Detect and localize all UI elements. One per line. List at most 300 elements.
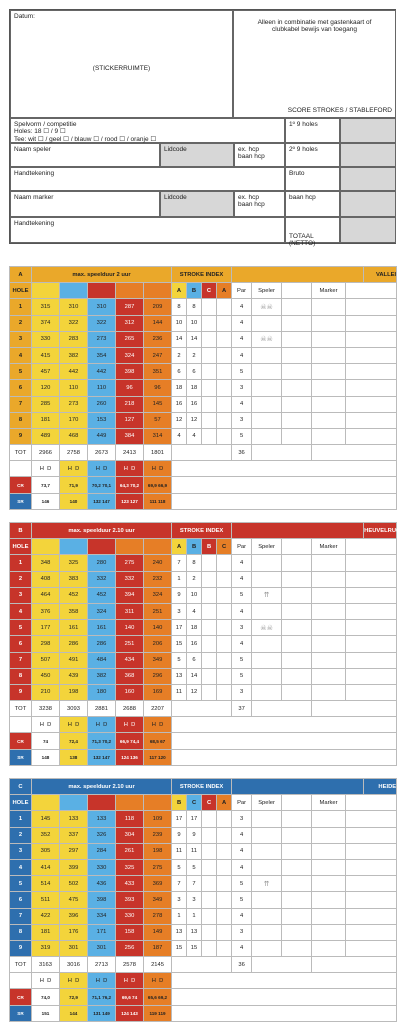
- marker-score2[interactable]: [346, 940, 397, 956]
- distance: 118: [116, 811, 144, 827]
- marker-score2[interactable]: [346, 684, 397, 700]
- cr-orange: [144, 733, 172, 749]
- hole-row: [10, 587, 397, 603]
- hole-number: 9: [10, 684, 32, 700]
- hole-number: 8: [10, 412, 32, 428]
- datum-label: Datum:: [14, 13, 35, 20]
- marker-score2[interactable]: [346, 571, 397, 587]
- marker-score[interactable]: [312, 908, 346, 924]
- marker-col2: [346, 283, 397, 299]
- total-marker[interactable]: [312, 701, 397, 717]
- cr-rest: [172, 477, 397, 493]
- sr-blue: [88, 1005, 116, 1021]
- hole-row: [10, 620, 397, 636]
- second9-field[interactable]: [340, 143, 396, 167]
- speler-col2: [282, 795, 312, 811]
- par-value: 4: [232, 396, 252, 412]
- si-value: 14: [187, 668, 202, 684]
- distance: 57: [144, 412, 172, 428]
- si-value: 17: [187, 811, 202, 827]
- speler-score2[interactable]: [282, 364, 312, 380]
- baanhcp-label: baan hcp: [238, 153, 265, 161]
- distance: 348: [32, 555, 60, 571]
- distance: 398: [116, 364, 144, 380]
- hole-row: [10, 811, 397, 827]
- d-label: D: [47, 977, 52, 984]
- si-value: 10: [187, 315, 202, 331]
- speler-score[interactable]: [252, 315, 282, 331]
- total-speler[interactable]: [252, 701, 312, 717]
- scorecard-header: [9, 9, 396, 248]
- si-col: B: [172, 795, 187, 811]
- hole-number: 3: [10, 587, 32, 603]
- sr-orange-h: 117: [149, 754, 157, 760]
- hole-row: [10, 380, 397, 396]
- si-value: [217, 620, 232, 636]
- marker-score[interactable]: [312, 587, 346, 603]
- speler-score2[interactable]: [282, 892, 312, 908]
- distance: 408: [32, 571, 60, 587]
- tee-color-r: [88, 795, 116, 811]
- marker-score[interactable]: [312, 668, 346, 684]
- cr-red-h: 64,3: [119, 482, 129, 488]
- speler-score[interactable]: [252, 428, 282, 444]
- speler-score[interactable]: [252, 412, 282, 428]
- si-value: [202, 908, 217, 924]
- marker-score[interactable]: [312, 364, 346, 380]
- hd-row: [10, 461, 397, 477]
- si-value: 14: [172, 331, 187, 347]
- course-spacer: [232, 267, 364, 283]
- speler-score[interactable]: [252, 859, 282, 875]
- speler-score2[interactable]: [282, 924, 312, 940]
- distance: 310: [60, 299, 88, 315]
- distance: 354: [88, 347, 116, 363]
- si-value: [202, 843, 217, 859]
- cr-white: 74,0: [32, 989, 60, 1005]
- total-speler[interactable]: [252, 445, 312, 461]
- si-value: 16: [187, 396, 202, 412]
- si-value: 14: [187, 331, 202, 347]
- distance: 297: [60, 843, 88, 859]
- distance: 311: [116, 603, 144, 619]
- distance: 171: [88, 924, 116, 940]
- hd-pair: [60, 717, 88, 733]
- handtekening-field[interactable]: Handtekening: [10, 167, 285, 191]
- si-value: 3: [187, 892, 202, 908]
- speler-score[interactable]: [252, 843, 282, 859]
- speler-score2[interactable]: [282, 428, 312, 444]
- tee-color-o: [116, 795, 144, 811]
- marker-score[interactable]: [312, 684, 346, 700]
- lidcode-field[interactable]: Lidcode: [160, 143, 234, 167]
- marker-score[interactable]: [312, 571, 346, 587]
- sr-label: SR: [10, 493, 32, 509]
- speler-score[interactable]: [252, 811, 282, 827]
- sr-yellow: 144: [60, 1005, 88, 1021]
- marker-score[interactable]: [312, 299, 346, 315]
- speler-score[interactable]: [252, 364, 282, 380]
- score-info: [233, 10, 396, 118]
- par-value: 3: [232, 924, 252, 940]
- lidcode2-field[interactable]: Lidcode: [160, 191, 234, 217]
- speler-score2[interactable]: [282, 940, 312, 956]
- speler-score[interactable]: [252, 940, 282, 956]
- distance: 210: [32, 684, 60, 700]
- speler-score2[interactable]: [282, 331, 312, 347]
- course-letter: B: [10, 523, 32, 539]
- cr-red: [116, 733, 144, 749]
- hole-number: 2: [10, 827, 32, 843]
- distance: 324: [144, 587, 172, 603]
- speler-score[interactable]: [252, 684, 282, 700]
- speler-score2[interactable]: [282, 315, 312, 331]
- baanhcp-field[interactable]: [340, 191, 396, 217]
- si-value: 6: [172, 364, 187, 380]
- si-value: [202, 315, 217, 331]
- marker-score2[interactable]: [346, 347, 397, 363]
- cr-red-h: 66,9: [119, 738, 129, 744]
- distance: 332: [116, 571, 144, 587]
- marker-score2[interactable]: [346, 603, 397, 619]
- marker-score[interactable]: [312, 331, 346, 347]
- speler-score2[interactable]: [282, 636, 312, 652]
- distance: 275: [144, 859, 172, 875]
- sr-row: [10, 749, 397, 765]
- distance: 491: [60, 652, 88, 668]
- speler-score[interactable]: [252, 571, 282, 587]
- marker-score2[interactable]: [346, 412, 397, 428]
- speler-score2[interactable]: [282, 876, 312, 892]
- si-value: [217, 347, 232, 363]
- marker-score[interactable]: [312, 396, 346, 412]
- total-distance: 2673: [88, 445, 116, 461]
- marker-score[interactable]: [312, 555, 346, 571]
- speler-score[interactable]: [252, 299, 282, 315]
- speler-score2[interactable]: [282, 843, 312, 859]
- marker-score2[interactable]: [346, 428, 397, 444]
- si-value: 18: [187, 620, 202, 636]
- speler-score[interactable]: [252, 555, 282, 571]
- total-label: TOT: [10, 957, 32, 973]
- handtekening2-field[interactable]: Handtekening: [10, 217, 285, 243]
- totaal-label: TOTAAL (NETTO): [285, 217, 340, 243]
- distance: 298: [32, 636, 60, 652]
- sr-orange-d: 120: [158, 754, 166, 760]
- cr-red-d: 74: [132, 994, 138, 1000]
- marker-score[interactable]: [312, 652, 346, 668]
- speeltijd: max. speelduur 2 uur: [32, 267, 172, 283]
- distance: 198: [60, 684, 88, 700]
- hole-number: 2: [10, 315, 32, 331]
- si-col: C: [187, 795, 202, 811]
- distance: 158: [116, 924, 144, 940]
- hd-spacer: [10, 461, 32, 477]
- cr-row: [10, 989, 397, 1005]
- si-value: [202, 571, 217, 587]
- distance: 439: [60, 668, 88, 684]
- tee-color-r: [88, 283, 116, 299]
- hole-row: [10, 636, 397, 652]
- si-value: 12: [187, 412, 202, 428]
- marker-score2[interactable]: [346, 876, 397, 892]
- speler-score[interactable]: [252, 924, 282, 940]
- distance: 218: [116, 396, 144, 412]
- marker-score[interactable]: [312, 603, 346, 619]
- marker-score2[interactable]: [346, 908, 397, 924]
- sr-orange-h: 111: [149, 498, 157, 504]
- hole-number: 7: [10, 908, 32, 924]
- marker-score2[interactable]: [346, 668, 397, 684]
- speler-score2[interactable]: [282, 571, 312, 587]
- speler-score[interactable]: [252, 380, 282, 396]
- si-value: [217, 811, 232, 827]
- wc-icon: ☠☠: [260, 336, 273, 344]
- marker-score[interactable]: [312, 428, 346, 444]
- hd-pair: [144, 717, 172, 733]
- si-value: [202, 876, 217, 892]
- sr-blue-h: 132: [93, 498, 101, 504]
- marker-score[interactable]: [312, 843, 346, 859]
- speler-score[interactable]: [252, 396, 282, 412]
- cr-orange-h: 69,9: [147, 482, 157, 488]
- speler-score[interactable]: [252, 652, 282, 668]
- total-speler[interactable]: [252, 957, 312, 973]
- marker-score[interactable]: [312, 347, 346, 363]
- total-marker[interactable]: [312, 445, 397, 461]
- hole-row: [10, 299, 397, 315]
- marker-score[interactable]: [312, 892, 346, 908]
- sr-blue-h: 131: [93, 1010, 101, 1016]
- par-value: 4: [232, 843, 252, 859]
- course-letter: A: [10, 267, 32, 283]
- si-value: [217, 299, 232, 315]
- speler-score2[interactable]: [282, 603, 312, 619]
- si-col: B: [202, 539, 217, 555]
- hcp-field[interactable]: [234, 143, 285, 167]
- marker-score2[interactable]: [346, 892, 397, 908]
- cr-yellow: 72,9: [60, 989, 88, 1005]
- marker-score[interactable]: [312, 315, 346, 331]
- speler-score2[interactable]: [282, 412, 312, 428]
- distance: 280: [88, 555, 116, 571]
- naam-speler-field[interactable]: Naam speler: [10, 143, 160, 167]
- distance: 161: [88, 620, 116, 636]
- speler-score[interactable]: [252, 603, 282, 619]
- total-distance: 2145: [144, 957, 172, 973]
- h-label: H: [67, 977, 72, 984]
- course-a: [9, 266, 396, 510]
- wc-icon: ☠☠: [260, 624, 273, 632]
- si-value: 6: [187, 364, 202, 380]
- speler-score[interactable]: [252, 827, 282, 843]
- course-title-row: [10, 523, 397, 539]
- distance: 160: [116, 684, 144, 700]
- speler-score[interactable]: [252, 636, 282, 652]
- distance: 181: [32, 924, 60, 940]
- hd-pair: [60, 461, 88, 477]
- speler-score2[interactable]: [282, 684, 312, 700]
- hd-pair: [88, 973, 116, 989]
- bruto-field[interactable]: [340, 167, 396, 191]
- distance: 240: [144, 555, 172, 571]
- hole-label: HOLE: [10, 795, 32, 811]
- total-row: [10, 957, 397, 973]
- si-value: 7: [187, 876, 202, 892]
- distance: 514: [32, 876, 60, 892]
- hole-row: [10, 908, 397, 924]
- speler-score[interactable]: [252, 347, 282, 363]
- marker-score2[interactable]: [346, 859, 397, 875]
- si-value: 13: [187, 924, 202, 940]
- speler-score2[interactable]: [282, 668, 312, 684]
- speler-score2[interactable]: [282, 380, 312, 396]
- speler-score2[interactable]: [282, 827, 312, 843]
- column-header-row: [10, 283, 397, 299]
- distance: 422: [32, 908, 60, 924]
- d-label: D: [131, 977, 136, 984]
- si-value: [217, 396, 232, 412]
- si-value: [217, 827, 232, 843]
- speler-score2[interactable]: [282, 859, 312, 875]
- sr-blue-h: 132: [93, 754, 101, 760]
- distance: 393: [116, 892, 144, 908]
- speler-score2[interactable]: [282, 652, 312, 668]
- marker-score2[interactable]: [346, 620, 397, 636]
- marker-score2[interactable]: [346, 555, 397, 571]
- marker-score[interactable]: [312, 940, 346, 956]
- si-value: 18: [172, 380, 187, 396]
- speler-score2[interactable]: [282, 620, 312, 636]
- marker-score[interactable]: [312, 876, 346, 892]
- sticker-area: (STICKERRUIMTE): [92, 65, 151, 72]
- speler-score2[interactable]: [282, 396, 312, 412]
- si-value: [202, 380, 217, 396]
- distance: 305: [32, 843, 60, 859]
- speler-score2[interactable]: [282, 811, 312, 827]
- speler-score[interactable]: [252, 587, 282, 603]
- marker-score2[interactable]: [346, 827, 397, 843]
- marker-score2[interactable]: [346, 380, 397, 396]
- distance: 414: [32, 859, 60, 875]
- si-value: 7: [172, 555, 187, 571]
- distance: 140: [116, 620, 144, 636]
- distance: 236: [144, 331, 172, 347]
- marker-score2[interactable]: [346, 843, 397, 859]
- distance: 109: [144, 811, 172, 827]
- si-value: [202, 924, 217, 940]
- speler-col2: [282, 539, 312, 555]
- sr-red-d: 136: [130, 754, 138, 760]
- sr-red: [116, 1005, 144, 1021]
- cr-orange-d: 69,2: [158, 994, 168, 1000]
- sr-label: SR: [10, 749, 32, 765]
- distance: 177: [32, 620, 60, 636]
- total-par: 36: [232, 957, 252, 973]
- speler-score[interactable]: [252, 892, 282, 908]
- marker-score2[interactable]: [346, 331, 397, 347]
- distance: 96: [144, 380, 172, 396]
- cr-label: CR: [10, 989, 32, 1005]
- par-value: 4: [232, 555, 252, 571]
- marker-score2[interactable]: [346, 652, 397, 668]
- par-label: Par: [232, 283, 252, 299]
- marker-score[interactable]: [312, 827, 346, 843]
- cr-red: [116, 989, 144, 1005]
- speler-score2[interactable]: [282, 299, 312, 315]
- distance: 206: [144, 636, 172, 652]
- marker-score2[interactable]: [346, 636, 397, 652]
- si-value: 4: [187, 603, 202, 619]
- marker-score2[interactable]: [346, 364, 397, 380]
- cr-blue-h: 71,1: [91, 994, 101, 1000]
- speler-score2[interactable]: [282, 347, 312, 363]
- baanhcp2-label: baan hcp: [238, 201, 265, 209]
- sr-yellow: 140: [60, 493, 88, 509]
- tee-color-b: [60, 283, 88, 299]
- marker-score[interactable]: [312, 380, 346, 396]
- speler-score[interactable]: [252, 876, 282, 892]
- second9-label: 2º 9 holes: [285, 143, 340, 167]
- speler-score[interactable]: [252, 331, 282, 347]
- datum-field[interactable]: [10, 10, 233, 118]
- marker-score[interactable]: [312, 924, 346, 940]
- distance: 324: [116, 347, 144, 363]
- hcp2-field[interactable]: [234, 191, 285, 217]
- spelvorm-field[interactable]: [10, 118, 285, 143]
- par-value: 4: [232, 315, 252, 331]
- speler-score2[interactable]: [282, 587, 312, 603]
- naam-marker-field[interactable]: Naam marker: [10, 191, 160, 217]
- distance: 278: [144, 908, 172, 924]
- speler-score[interactable]: [252, 668, 282, 684]
- total-distance: 3163: [32, 957, 60, 973]
- si-value: 18: [187, 380, 202, 396]
- si-value: [217, 652, 232, 668]
- distance: 283: [60, 331, 88, 347]
- speler-score[interactable]: [252, 908, 282, 924]
- distance: 394: [116, 587, 144, 603]
- marker-score2[interactable]: [346, 396, 397, 412]
- speler-score2[interactable]: [282, 908, 312, 924]
- marker-score[interactable]: [312, 811, 346, 827]
- marker-score[interactable]: [312, 859, 346, 875]
- hole-row: [10, 684, 397, 700]
- marker-score2[interactable]: [346, 811, 397, 827]
- total-marker[interactable]: [312, 957, 397, 973]
- marker-score[interactable]: [312, 636, 346, 652]
- marker-score[interactable]: [312, 412, 346, 428]
- distance: 286: [88, 636, 116, 652]
- distance: 464: [32, 587, 60, 603]
- par-value: 3: [232, 380, 252, 396]
- distance: 275: [116, 555, 144, 571]
- speler-score[interactable]: [252, 620, 282, 636]
- speler-score2[interactable]: [282, 555, 312, 571]
- marker-score2[interactable]: [346, 924, 397, 940]
- marker-score[interactable]: [312, 620, 346, 636]
- first9-field[interactable]: [340, 118, 396, 143]
- tee-color-extra: [144, 283, 172, 299]
- distance: 507: [32, 652, 60, 668]
- total-par: 37: [232, 701, 252, 717]
- marker-score2[interactable]: [346, 299, 397, 315]
- totaal-field[interactable]: [340, 217, 396, 243]
- h-label: H: [95, 465, 100, 472]
- marker-score2[interactable]: [346, 315, 397, 331]
- si-value: 15: [187, 940, 202, 956]
- marker-score2[interactable]: [346, 587, 397, 603]
